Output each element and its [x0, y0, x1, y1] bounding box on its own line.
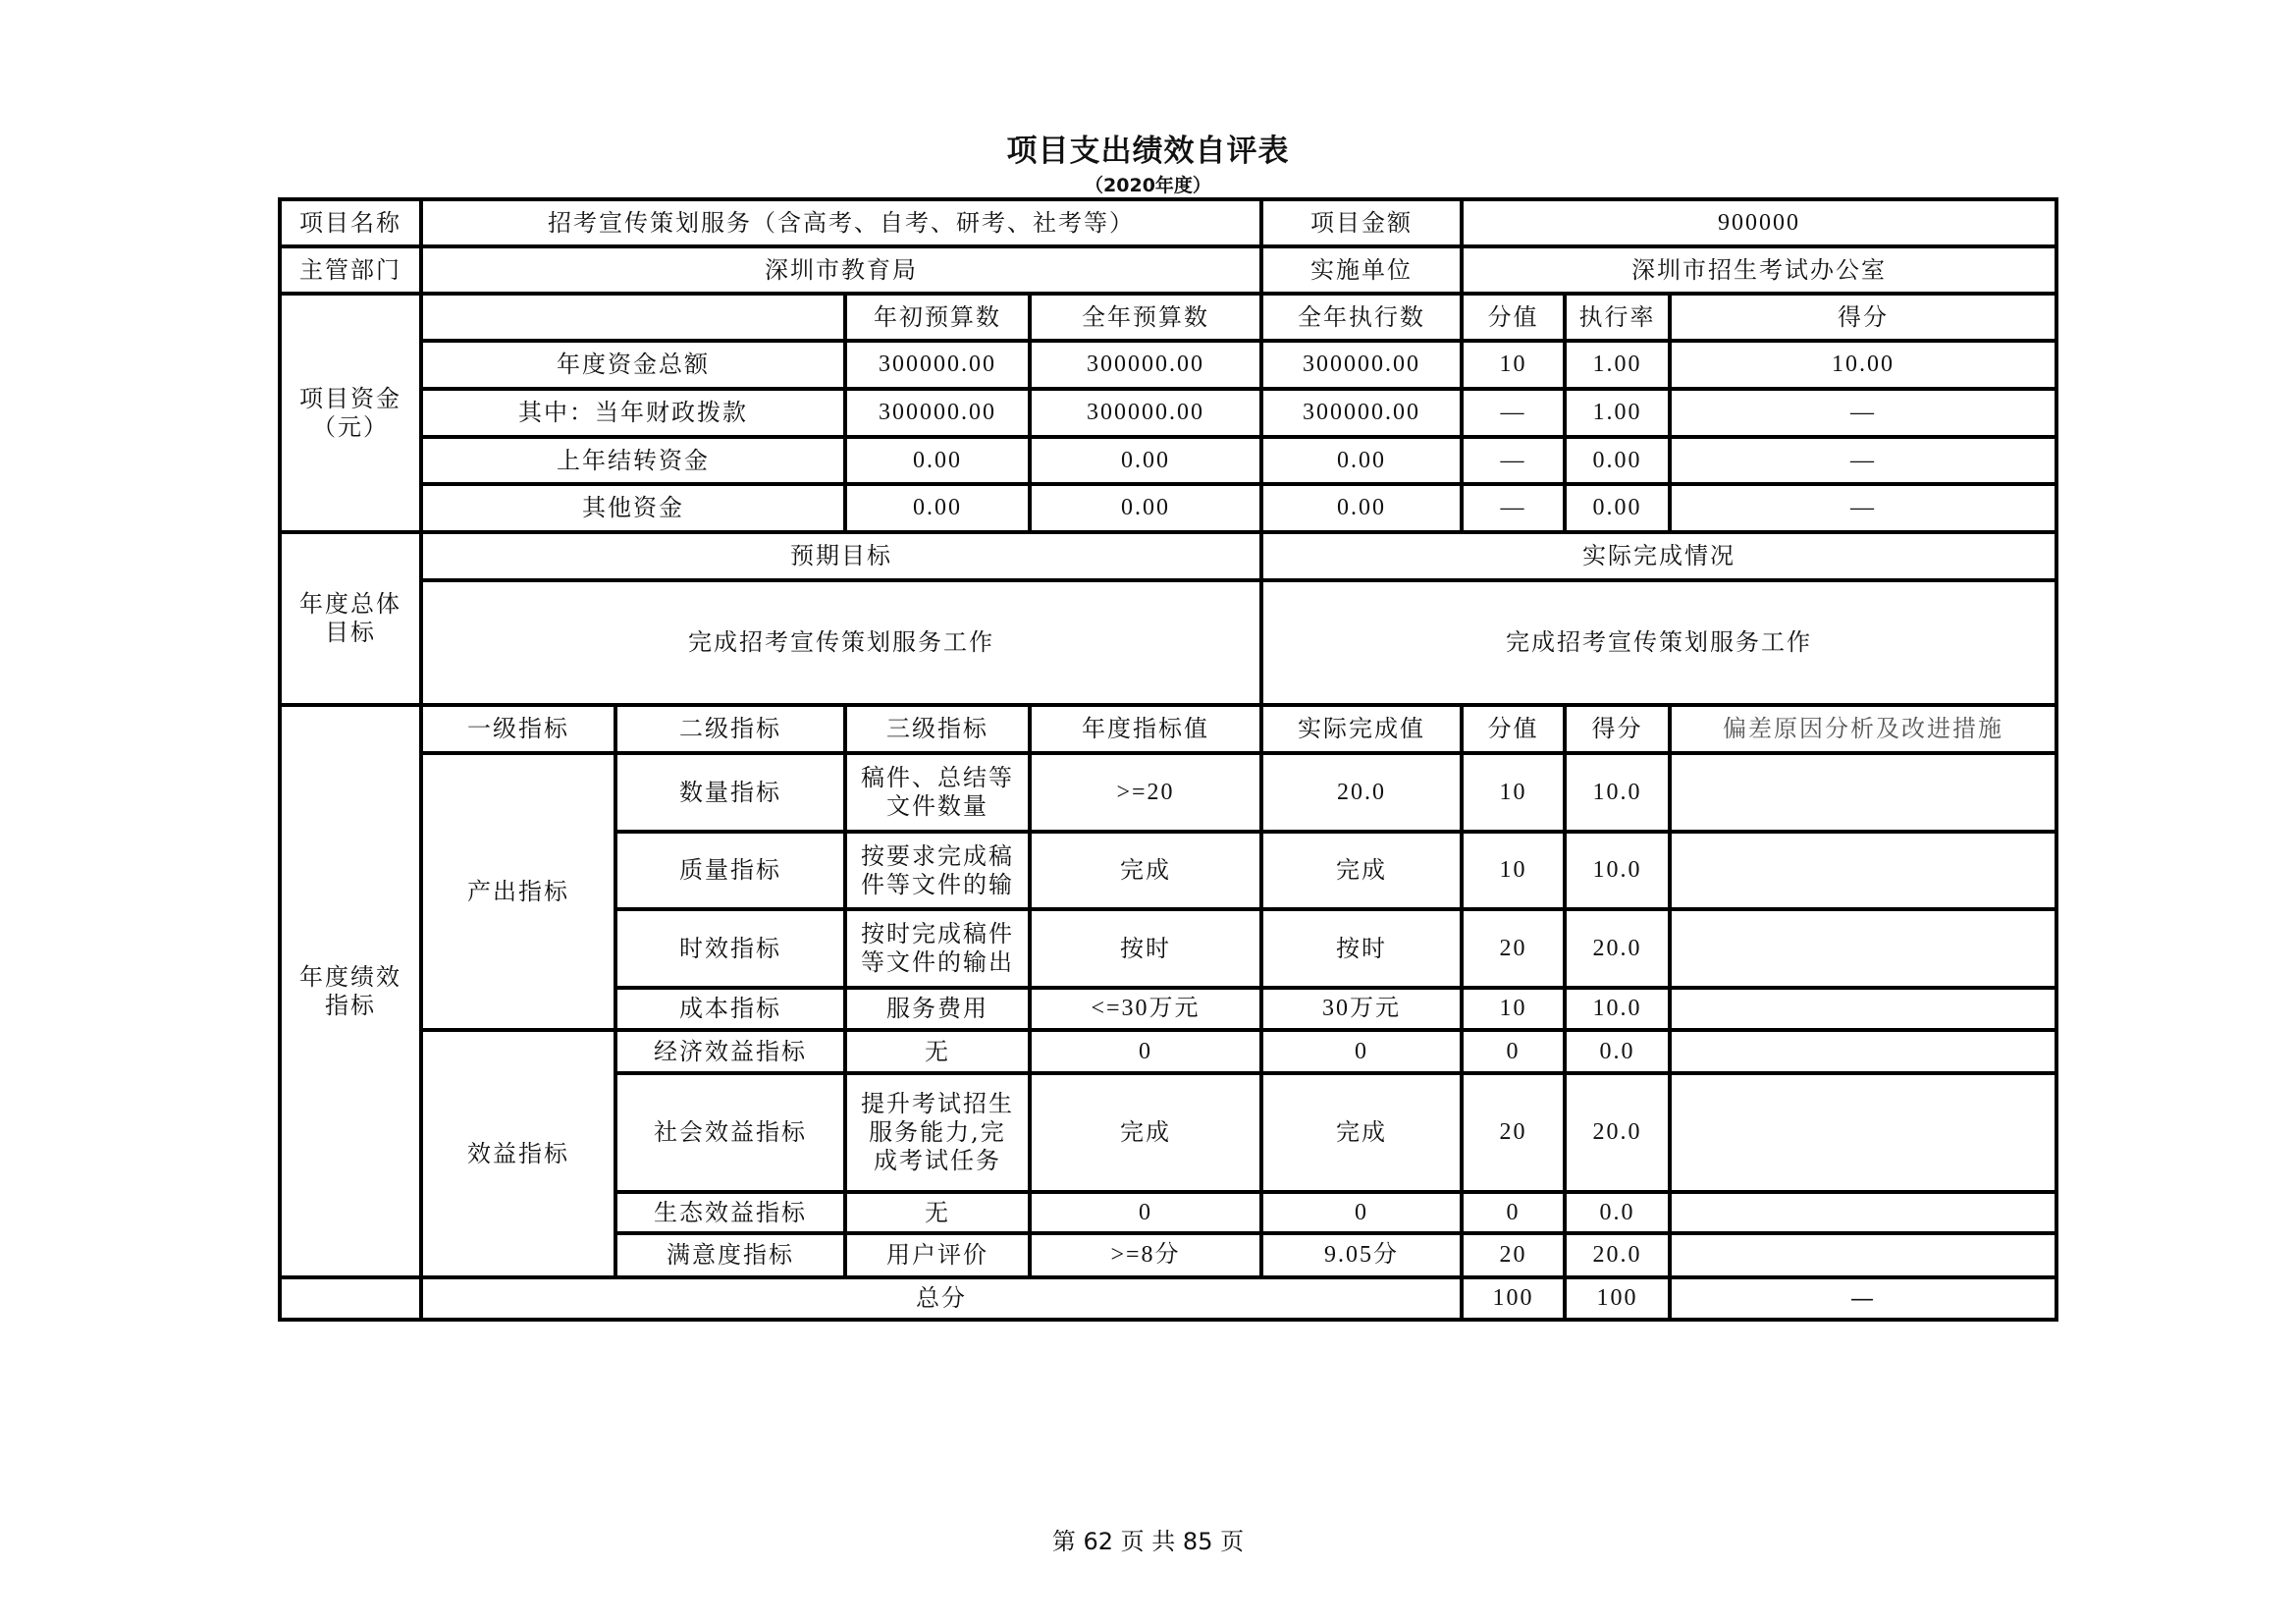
target-value: >=8分: [1030, 1233, 1261, 1277]
level3: 按要求完成稿件等文件的输: [845, 832, 1030, 909]
level2: 质量指标: [615, 832, 845, 909]
indicators-header-row: [280, 705, 2056, 753]
target-value: <=30万元: [1030, 988, 1261, 1030]
funds-executed: 0.00: [1261, 484, 1462, 532]
funds-annual: 0.00: [1030, 437, 1261, 484]
remark: [1670, 1192, 2056, 1233]
score-value: 0: [1462, 1192, 1565, 1233]
level2: 社会效益指标: [615, 1073, 845, 1192]
funds-initial: 0.00: [845, 437, 1030, 484]
level3: 无: [845, 1192, 1030, 1233]
funds-executed: 300000.00: [1261, 389, 1462, 437]
funds-header-score: 得分: [1670, 294, 2056, 341]
level3: 用户评价: [845, 1233, 1030, 1277]
actual-value: 20.0: [1261, 753, 1462, 832]
total-row: [280, 1277, 2056, 1320]
funds-blank-header: [421, 294, 845, 341]
funds-row-label: 其中：当年财政拨款: [421, 389, 845, 437]
target-value: 0: [1030, 1192, 1261, 1233]
level3: 服务费用: [845, 988, 1030, 1030]
funds-row: [280, 484, 2056, 532]
funds-row: [280, 437, 2056, 484]
dept-row: [280, 246, 2056, 294]
funds-score: 10.00: [1670, 341, 2056, 389]
funds-executed: 0.00: [1261, 437, 1462, 484]
score: 0.0: [1565, 1030, 1670, 1073]
unit-value: 深圳市招生考试办公室: [1462, 246, 2056, 294]
goals-expected-label: 预期目标: [421, 532, 1261, 580]
actual-value: 完成: [1261, 1073, 1462, 1192]
score: 10.0: [1565, 753, 1670, 832]
funds-row-label: 上年结转资金: [421, 437, 845, 484]
funds-header-score-value: 分值: [1462, 294, 1565, 341]
header-level2: 二级指标: [615, 705, 845, 753]
remark: [1670, 753, 2056, 832]
funds-score-value: —: [1462, 437, 1565, 484]
score-value: 0: [1462, 1030, 1565, 1073]
funds-initial: 300000.00: [845, 341, 1030, 389]
total-score-value: 100: [1462, 1277, 1565, 1320]
funds-score: —: [1670, 389, 2056, 437]
funds-annual: 0.00: [1030, 484, 1261, 532]
funds-row-label: 其他资金: [421, 484, 845, 532]
unit-label: 实施单位: [1261, 246, 1462, 294]
funds-initial: 300000.00: [845, 389, 1030, 437]
header-score-value: 分值: [1462, 705, 1565, 753]
score: 20.0: [1565, 1073, 1670, 1192]
indicator-row: [280, 753, 2056, 832]
remark: [1670, 832, 2056, 909]
project-name-row: [280, 199, 2056, 246]
funds-score: —: [1670, 484, 2056, 532]
funds-header-initial: 年初预算数: [845, 294, 1030, 341]
dept-label: 主管部门: [280, 246, 421, 294]
project-name-label: 项目名称: [280, 199, 421, 246]
project-amount-label: 项目金额: [1261, 199, 1462, 246]
funds-header-executed: 全年执行数: [1261, 294, 1462, 341]
header-remark: 偏差原因分析及改进措施: [1670, 705, 2056, 753]
indicators-section-label: 年度绩效指标: [280, 705, 421, 1277]
page-subtitle: （2020年度）: [1085, 175, 1211, 196]
goals-actual-value: 完成招考宣传策划服务工作: [1261, 580, 2056, 705]
score-value: 10: [1462, 753, 1565, 832]
goals-header-row: [280, 532, 2056, 580]
funds-header-row: [280, 294, 2056, 341]
score: 10.0: [1565, 832, 1670, 909]
goals-body-row: [280, 580, 2056, 705]
funds-rate: 1.00: [1565, 341, 1670, 389]
level2: 满意度指标: [615, 1233, 845, 1277]
target-value: 完成: [1030, 1073, 1261, 1192]
page-title: 项目支出绩效自评表: [1006, 134, 1290, 169]
goals-expected-value: 完成招考宣传策划服务工作: [421, 580, 1261, 705]
actual-value: 完成: [1261, 832, 1462, 909]
score-value: 20: [1462, 909, 1565, 988]
remark: [1670, 988, 2056, 1030]
page-number: 第 62 页 共 85 页: [1051, 1528, 1245, 1555]
actual-value: 0: [1261, 1030, 1462, 1073]
project-amount-value: 900000: [1462, 199, 2056, 246]
funds-rate: 0.00: [1565, 484, 1670, 532]
score: 20.0: [1565, 909, 1670, 988]
header-level1: 一级指标: [421, 705, 615, 753]
score-value: 10: [1462, 832, 1565, 909]
funds-header-rate: 执行率: [1565, 294, 1670, 341]
level2: 数量指标: [615, 753, 845, 832]
level1-output: 产出指标: [421, 753, 615, 1030]
funds-row-label: 年度资金总额: [421, 341, 845, 389]
score-value: 20: [1462, 1073, 1565, 1192]
score-value: 20: [1462, 1233, 1565, 1277]
actual-value: 9.05分: [1261, 1233, 1462, 1277]
funds-score-value: —: [1462, 484, 1565, 532]
remark: [1670, 1233, 2056, 1277]
total-remark: —: [1670, 1277, 2056, 1320]
level3: 按时完成稿件等文件的输出: [845, 909, 1030, 988]
funds-rate: 1.00: [1565, 389, 1670, 437]
level2: 成本指标: [615, 988, 845, 1030]
funds-initial: 0.00: [845, 484, 1030, 532]
funds-header-annual: 全年预算数: [1030, 294, 1261, 341]
goals-section-label: 年度总体目标: [280, 532, 421, 705]
level2: 经济效益指标: [615, 1030, 845, 1073]
dept-value: 深圳市教育局: [421, 246, 1261, 294]
target-value: >=20: [1030, 753, 1261, 832]
score: 0.0: [1565, 1192, 1670, 1233]
actual-value: 30万元: [1261, 988, 1462, 1030]
actual-value: 按时: [1261, 909, 1462, 988]
level3: 提升考试招生服务能力,完成考试任务: [845, 1073, 1030, 1192]
funds-annual: 300000.00: [1030, 389, 1261, 437]
level2: 生态效益指标: [615, 1192, 845, 1233]
evaluation-table: [278, 197, 2058, 1322]
total-blank: [280, 1277, 421, 1320]
funds-row: [280, 389, 2056, 437]
funds-score-value: —: [1462, 389, 1565, 437]
funds-score-value: 10: [1462, 341, 1565, 389]
funds-label-text: 项目资金: [299, 384, 401, 412]
target-value: 完成: [1030, 832, 1261, 909]
funds-score: —: [1670, 437, 2056, 484]
total-score: 100: [1565, 1277, 1670, 1320]
funds-unit-text: （元）: [312, 412, 389, 441]
score-value: 10: [1462, 988, 1565, 1030]
remark: [1670, 1073, 2056, 1192]
header-score: 得分: [1565, 705, 1670, 753]
header-target: 年度指标值: [1030, 705, 1261, 753]
level3: 稿件、总结等文件数量: [845, 753, 1030, 832]
funds-row: [280, 341, 2056, 389]
actual-value: 0: [1261, 1192, 1462, 1233]
level3: 无: [845, 1030, 1030, 1073]
remark: [1670, 909, 2056, 988]
funds-annual: 300000.00: [1030, 341, 1261, 389]
header-level3: 三级指标: [845, 705, 1030, 753]
header-actual: 实际完成值: [1261, 705, 1462, 753]
target-value: 按时: [1030, 909, 1261, 988]
score: 10.0: [1565, 988, 1670, 1030]
level1-benefit: 效益指标: [421, 1030, 615, 1277]
funds-executed: 300000.00: [1261, 341, 1462, 389]
score: 20.0: [1565, 1233, 1670, 1277]
project-name-value: 招考宣传策划服务（含高考、自考、研考、社考等）: [421, 199, 1261, 246]
target-value: 0: [1030, 1030, 1261, 1073]
funds-section-label: [280, 294, 421, 532]
remark: [1670, 1030, 2056, 1073]
total-label: 总分: [421, 1277, 1462, 1320]
funds-rate: 0.00: [1565, 437, 1670, 484]
level2: 时效指标: [615, 909, 845, 988]
goals-actual-label: 实际完成情况: [1261, 532, 2056, 580]
indicator-row: [280, 1030, 2056, 1073]
